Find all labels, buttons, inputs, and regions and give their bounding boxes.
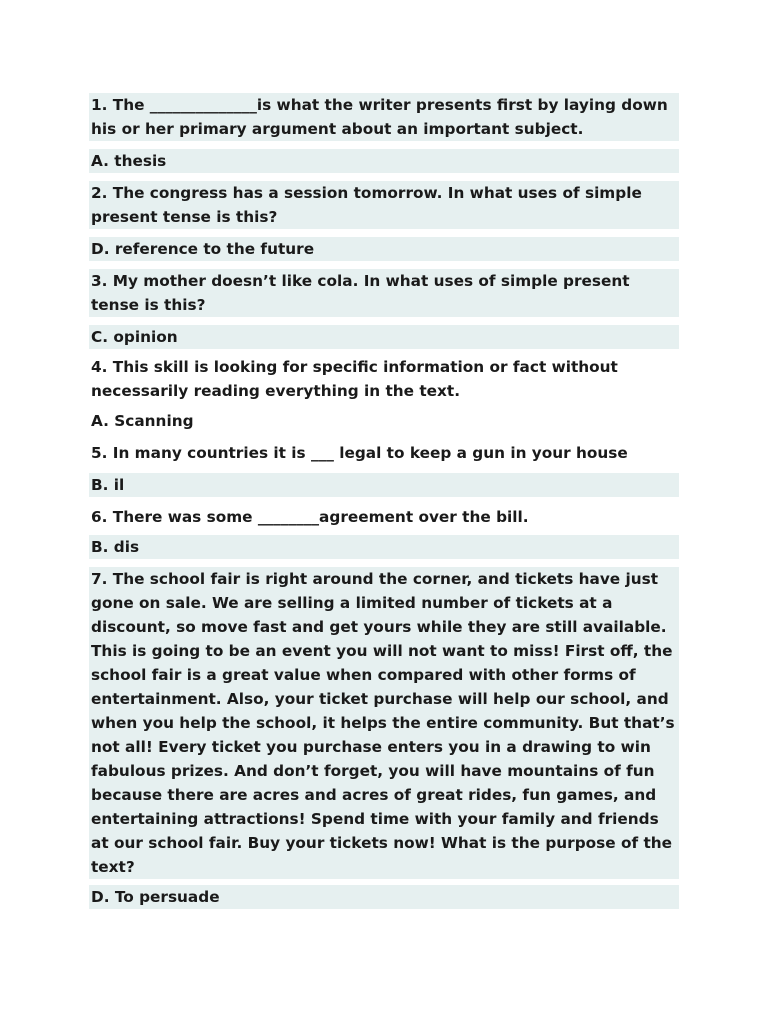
question-1: 1. The ______________is what the writer presents first by laying down his or her primary argument about an important subject. — [89, 93, 679, 141]
question-3: 3. My mother doesn’t like cola. In what uses of simple present tense is this? — [89, 269, 679, 317]
question-4: 4. This skill is looking for specific information or fact without necessarily reading everything in the text. — [89, 355, 679, 403]
answer-1: A. thesis — [89, 149, 679, 173]
question-2: 2. The congress has a session tomorrow. In what uses of simple present tense is this? — [89, 181, 679, 229]
question-5: 5. In many countries it is ___ legal to keep a gun in your house — [89, 441, 679, 465]
answer-5: B. il — [89, 473, 679, 497]
answer-6: B. dis — [89, 535, 679, 559]
question-7: 7. The school fair is right around the corner, and tickets have just gone on sale. We are selling a limited number of tickets at a discount, so move fast and get yours while they are still available. This is going to be an event you will not want to miss! First off, the school fair is a great value when compared with other forms of entertainment. Also, your ticket purchase will help our school, and when you help the school, it helps the entire community. But that’s not all! Every ticket you purchase enters you in a drawing to win fabulous prizes. And don’t forget, you will have mountains of fun because there are acres and acres of great rides, fun games, and entertaining attractions! Spend time with your family and friends at our school fair. Buy your tickets now! What is the purpose of the text? — [89, 567, 679, 879]
answer-2: D. reference to the future — [89, 237, 679, 261]
answer-4: A. Scanning — [89, 409, 679, 433]
answer-7: D. To persuade — [89, 885, 679, 909]
question-6: 6. There was some ________agreement over the bill. — [89, 505, 679, 529]
question-list — [89, 93, 679, 909]
answer-3: C. opinion — [89, 325, 679, 349]
